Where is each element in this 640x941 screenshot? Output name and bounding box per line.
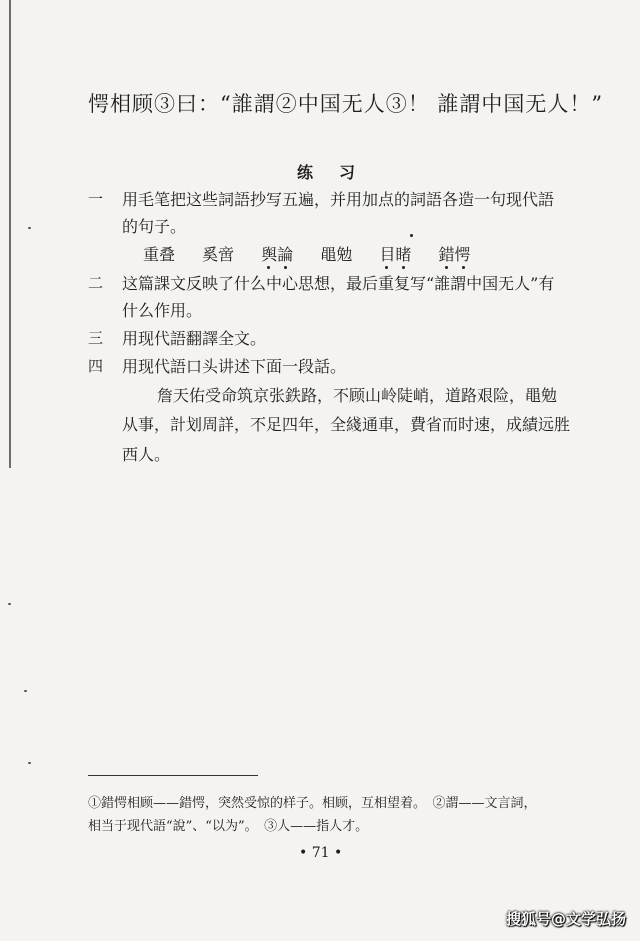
vocabulary-list [143, 242, 493, 265]
page-number: • 71 • [299, 845, 343, 861]
vocabulary-word: 黽勉 [320, 245, 353, 264]
emphasis-dot [410, 234, 413, 237]
passage-line: 詹天佑受命筑京张鉄路，不顾山岭陡峭，道路艰险，黽勉 [157, 386, 558, 405]
exercise-text: 用现代語口头讲述下面一段話。 [122, 357, 347, 376]
exercise-text: 用现代語翻譯全文。 [122, 329, 267, 348]
exercise-number: 一 [88, 190, 104, 208]
exercise-number: 二 [88, 274, 104, 292]
footnote-rule [88, 775, 258, 776]
exercise-number: 三 [88, 329, 104, 347]
emphasis-dot [267, 266, 270, 269]
scan-speck [24, 690, 27, 692]
text-closing-line: 愕相顾③曰：“誰謂②中国无人③！ 誰謂中国无人！” [88, 92, 604, 116]
exercise-text: 用毛笔把这些詞語抄写五遍，并用加点的詞語各造一句现代語 [122, 190, 555, 209]
footnote-line: 相当于现代語“說”、“以为”。 ③人——指人才。 [88, 819, 369, 834]
passage-line: 从事，計划周詳，不足四年，全綫通車，費省而时速，成績远胜 [122, 415, 571, 434]
vocabulary-word-dotted: 目睹 [379, 242, 411, 265]
footnote-line: ①錯愕相顾——錯愕，突然受惊的样子。相顾，互相望着。 ②謂——文言詞， [88, 796, 537, 811]
scan-speck [8, 603, 11, 605]
section-heading: 练习 [297, 163, 382, 182]
watermark: 搜狐号@文学弘扬 [505, 910, 626, 928]
exercise-text: 这篇課文反映了什么中心思想，最后重复写“誰謂中国无人”有 [122, 274, 555, 293]
vocabulary-word-dotted: 錯愕 [439, 242, 471, 265]
vocabulary-word: 奚啻 [202, 245, 235, 264]
emphasis-dot [462, 266, 465, 269]
emphasis-dot [445, 266, 448, 269]
scan-edge-rule [9, 0, 11, 468]
passage-line: 西人。 [122, 445, 171, 464]
exercise-number: 四 [88, 357, 104, 375]
scan-speck [28, 227, 31, 229]
exercise-text-continued: 的句子。 [122, 217, 187, 236]
exercise-text-continued: 什么作用。 [122, 301, 203, 320]
emphasis-dot [402, 266, 405, 269]
vocabulary-word: 重叠 [143, 245, 176, 264]
vocabulary-word-dotted: 舆論 [261, 242, 293, 265]
emphasis-dot [284, 266, 287, 269]
scan-speck [28, 762, 31, 764]
emphasis-dot [385, 266, 388, 269]
